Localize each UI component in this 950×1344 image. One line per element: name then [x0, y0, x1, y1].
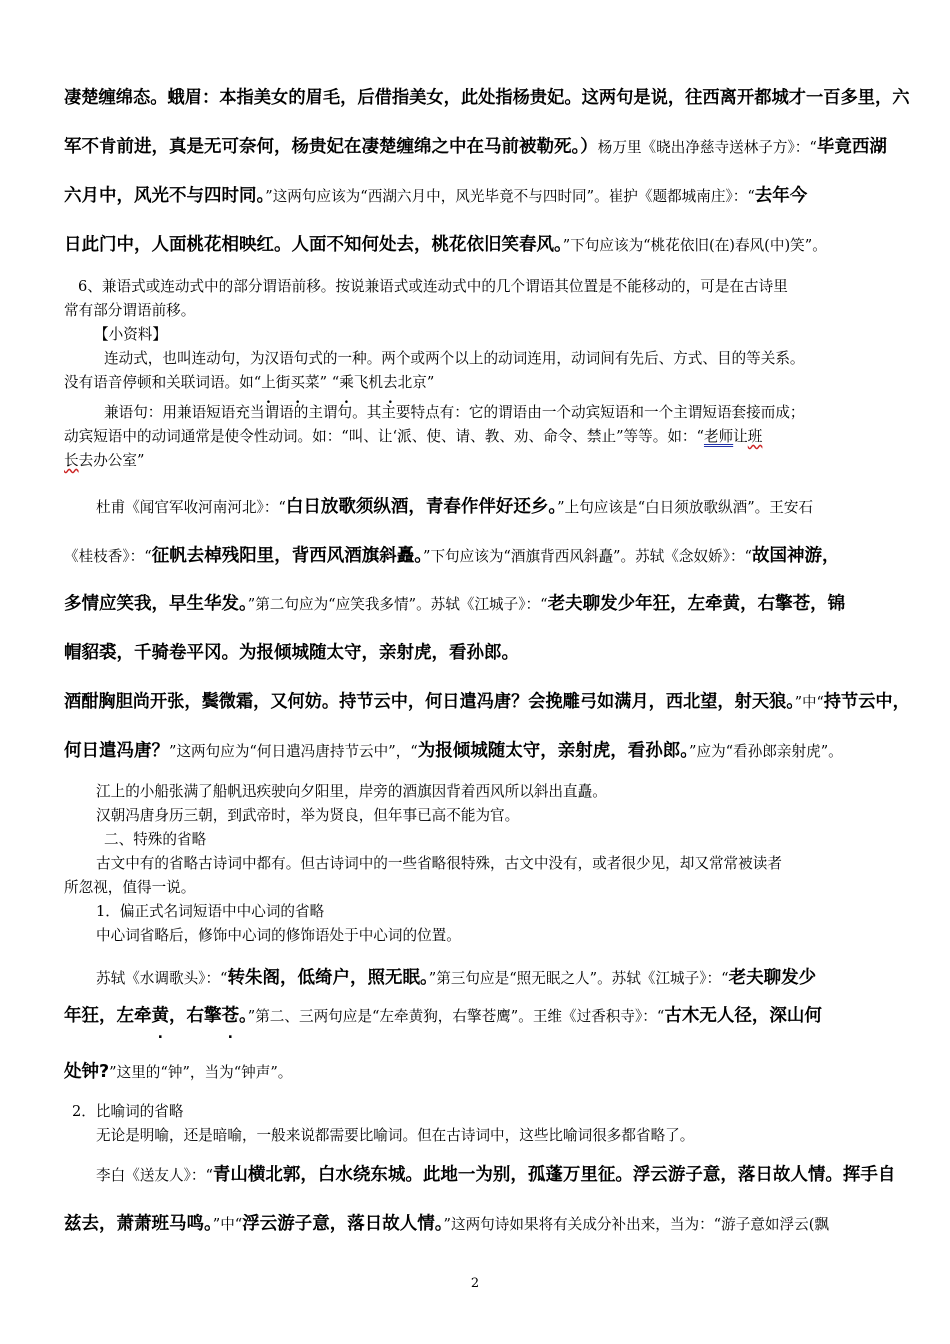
text-span: 中心词省略后，修饰中心词的修饰语处于中心词的位置。 — [96, 927, 461, 944]
text-span: ”第三句应是“照无眠之人”。苏轼《江城子》：“ — [428, 970, 729, 987]
text-line — [96, 804, 519, 825]
text-span: 年狂，左牵 — [64, 1006, 152, 1026]
text-span: ”上句应该是“白日须放歌纵酒”。王安石 — [557, 499, 814, 516]
text-span: 六月中，风光不与四时同。 — [64, 186, 266, 206]
text-line — [64, 133, 887, 158]
text-span: ”中“ — [794, 694, 824, 711]
text-span: 故国神游， — [752, 546, 840, 566]
text-span: 汉朝冯唐身历三朝，到武帝时，举为贤良，但年事已高不能为官。 — [96, 807, 520, 824]
text-line — [64, 1210, 829, 1235]
text-span: 6、兼语式或连动式中的部分谓语前移。按说兼语式或连动式中的几个谓语其位置是不能移动的，可是在古诗里 — [78, 278, 788, 295]
subsection-heading — [96, 900, 324, 921]
text-line — [64, 371, 434, 392]
dotted-char: 去 — [383, 374, 398, 391]
text-span: 日此门中，人面桃花相映红。人面不知何处去，桃花依旧笑春风。 — [64, 235, 563, 255]
text-line — [64, 231, 827, 256]
text-span: ，右擎 — [169, 1006, 222, 1026]
text-span: 2．比喻词的省略 — [72, 1103, 184, 1120]
text-span: 江上的小船张满了船帆迅疾驶向夕阳里，岸旁的酒旗因背着西风所以斜出直矗。 — [96, 783, 607, 800]
text-span: 去办公室” — [78, 452, 145, 469]
text-span: 【小资料】 — [94, 326, 167, 343]
text-line — [96, 924, 461, 945]
text-span: 老师 — [703, 428, 734, 445]
text-span: 兼语句：用兼语短语充当谓语的主谓句。其主要特点有：它的谓语由一个动宾短语和一个主谓短语套接而成； — [104, 404, 805, 421]
text-span: 转朱阁，低绮户，照无眠。 — [227, 968, 429, 988]
text-span: 多情应笑我，早生华发。 — [64, 594, 248, 614]
text-span: 酒酣胸胆尚开张，鬓微霜，又何妨。持节云中，何日遣冯唐？会挽雕弓如满月，西北望，射天狼。 — [64, 692, 795, 712]
text-span: 兹去，萧萧班马鸣。 — [64, 1214, 213, 1234]
text-span: 1．偏正式名词短语中中心词的省略 — [96, 903, 325, 920]
text-span: 青山横北郭，白水绕东城。此地一为别，孤蓬万里征。浮云游子意，落日故人情。挥手自 — [212, 1165, 896, 1185]
text-line — [64, 542, 840, 567]
text-line — [64, 737, 843, 762]
text-line — [64, 1002, 822, 1027]
text-span: 街 — [275, 374, 291, 391]
text-span: 古木无人径，深山何 — [664, 1006, 822, 1026]
text-span: 没有语音停顿和关联词语。如“ — [64, 374, 262, 391]
text-line — [104, 347, 805, 368]
text-span: 凄楚缠绵态。蛾眉：本指美女的眉毛，后借指美女，此处指杨贵妃。这两句是说，往西离开都城才一百多里，六 — [64, 88, 910, 108]
text-span: ”这两句诗如果将有关成分补出来，当为：“游子意如浮云(飘 — [443, 1216, 829, 1233]
text-span: 菜 — [305, 374, 320, 391]
text-line — [78, 275, 788, 296]
dotted-char: 黄 — [151, 1006, 169, 1026]
text-span: 白日放歌须纵酒，青春作伴好还乡。 — [285, 497, 558, 517]
text-span: 让 — [733, 428, 748, 445]
text-line — [64, 182, 807, 207]
text-line — [64, 449, 144, 470]
text-span: 军不肯前进，真是无可奈何，杨贵妃在凄楚缠绵之中在马前被勒死。） — [64, 137, 598, 157]
text-line — [64, 876, 195, 897]
text-span: 班 — [747, 428, 763, 445]
text-span: 飞机 — [353, 374, 383, 391]
text-span: 连动式，也叫连动句，为汉语句式的一种。两个或两个以上的动词连用，动词间有先后、方式、目的等关系。 — [104, 350, 805, 367]
text-span: 持节云中， — [823, 692, 910, 712]
text-span: 去年今 — [754, 186, 808, 206]
text-line — [64, 84, 909, 109]
text-span: ”第二句应为“应笑我多情”。苏轼《江城子》：“ — [247, 596, 548, 613]
text-span: 常有部分谓语前移。 — [64, 302, 196, 319]
text-span: 二、特殊的省略 — [104, 831, 207, 848]
text-span: ”下句应该为“桃花依旧(在)春风(中)笑”。 — [562, 237, 827, 254]
text-line — [64, 639, 519, 664]
text-span: 动宾短语中的动词通常是使令性动词。如：“叫、让‘派、使、请、教、劝、命令、禁止”等等。如：“ — [64, 428, 704, 445]
text-line — [96, 1161, 895, 1186]
text-span: 杜甫《闻官军收河南河北》：“ — [96, 499, 286, 516]
text-line — [96, 493, 813, 518]
text-line — [64, 425, 762, 446]
text-span: ”这两句应为“何日遣冯唐持节云中”，“ — [169, 743, 418, 760]
text-span: ”下句应该为“酒旗背西风斜矗”。苏轼《念奴娇》：“ — [422, 548, 752, 565]
text-line — [104, 401, 805, 422]
text-span: 无论是明喻，还是暗喻，一般来说都需要比喻词。但在古诗词中，这些比喻词很多都省略了。 — [96, 1127, 695, 1144]
text-span: 为报倾城随太守，亲射虎，看孙郎。 — [417, 741, 690, 761]
text-span: 。 — [239, 1006, 248, 1026]
dotted-char: 乘 — [339, 374, 354, 391]
dotted-char: 苍 — [221, 1006, 239, 1026]
text-span: 浮云游子意，落日故人情。 — [242, 1214, 444, 1234]
dotted-char: 上 — [261, 374, 276, 391]
text-span: 处钟? — [64, 1062, 110, 1082]
subsection-heading — [72, 1100, 183, 1121]
text-span: ” — [426, 374, 435, 391]
text-span: 毕竟西湖 — [816, 137, 887, 157]
text-line — [64, 299, 195, 320]
text-line — [64, 688, 910, 713]
text-span: ”这里的“钟”，当为“钟声”。 — [109, 1064, 293, 1081]
text-span: 李白《送友人》：“ — [96, 1167, 213, 1184]
dotted-char: 买 — [290, 374, 306, 391]
text-span: ”中“ — [212, 1216, 243, 1233]
text-span: 杨万里《晓出净慈寺送林子方》：“ — [597, 139, 817, 156]
text-span: 《桂枝香》：“ — [64, 548, 152, 565]
text-span: 何日遣冯唐？ — [64, 741, 169, 761]
text-span: ”第二、三两句应是“左牵黄狗，右擎苍鹰”。王维《过香积寺》：“ — [247, 1008, 665, 1025]
text-line — [96, 1124, 694, 1145]
text-span: 北京 — [397, 374, 427, 391]
text-line — [96, 852, 782, 873]
text-line — [96, 780, 607, 801]
text-span: ” “ — [319, 374, 340, 391]
text-span: 长 — [64, 452, 79, 469]
text-span: 古文中有的省略古诗词中都有。但古诗词中的一些省略很特殊，古文中没有，或者很少见，却又常常被读者 — [96, 855, 782, 872]
text-span: 老夫聊发少 — [728, 968, 817, 988]
text-span: 帽貂裘，千骑卷平冈。为报倾城随太守，亲射虎，看孙郎。 — [64, 643, 519, 663]
text-span: 征帆去棹残阳里，背西风酒旗斜矗。 — [151, 546, 423, 566]
text-span: ”应为“看孙郎亲射虎”。 — [689, 743, 843, 760]
text-span: 苏轼《水调歌头》：“ — [96, 970, 228, 987]
text-span: 老夫聊发少年狂，左牵黄，右擎苍，锦 — [547, 594, 846, 614]
text-span: ”这两句应该为“西湖六月中，风光毕竟不与四时同”。崔护《题都城南庄》：“ — [265, 188, 755, 205]
text-line — [64, 590, 845, 615]
page-number: 2 — [470, 1276, 480, 1291]
text-line — [96, 964, 816, 989]
text-line — [64, 1058, 292, 1083]
section-heading — [104, 828, 206, 849]
text-span: 所忽视，值得一说。 — [64, 879, 196, 896]
text-line — [94, 323, 167, 344]
